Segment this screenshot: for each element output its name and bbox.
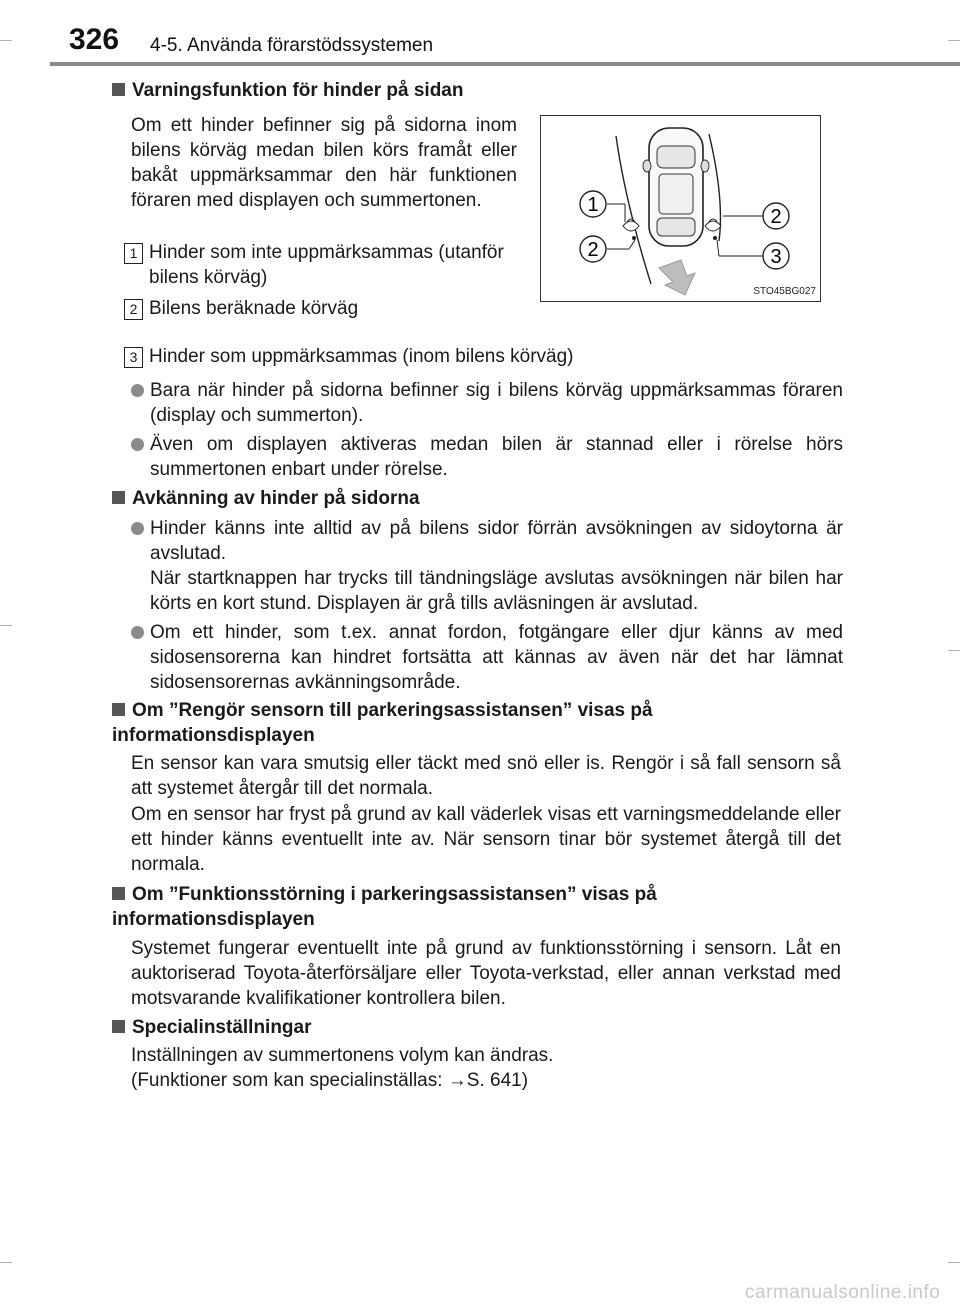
header-rule: [50, 62, 960, 66]
item-text: Bilens beräknade körväg: [149, 298, 359, 319]
section-title-warning-function: Varningsfunktion för hinder på sidan: [112, 78, 832, 103]
callout-3: 3: [770, 246, 782, 268]
paragraph: En sensor kan vara smutsig eller täckt med snö eller is. Rengör i så fall sensorn så att systemet återgår till det normala.: [131, 753, 841, 799]
bullet-item: [131, 378, 843, 428]
obstacle-right-icon: [705, 219, 721, 231]
crop-mark: [0, 1262, 12, 1263]
bullet-dot-icon: [131, 384, 144, 397]
bullet-dot-icon: [131, 438, 144, 451]
watermark: carmanualsonline.info: [745, 1282, 941, 1303]
figure-code: STO45BG027: [753, 286, 816, 297]
section-title-clean-sensor: Om ”Rengör sensorn till parkeringsassistansen” visas på informationsdisplayen: [112, 700, 653, 746]
number-badge: 3: [124, 347, 143, 368]
number-badge: 2: [124, 299, 143, 320]
bullet-item: [131, 432, 843, 482]
square-bullet-icon: [112, 491, 125, 504]
bullet-item: [131, 516, 843, 566]
bullet-text: Även om displayen aktiveras medan bilen är stannad eller i rörelse hörs summertonen enbart under rörelse.: [150, 434, 843, 480]
item-text: Hinder som uppmärksammas (inom bilens körväg): [149, 346, 574, 367]
paragraph: Om en sensor har fryst på grund av kall väderlek visas ett varningsmeddelande eller ett hinder känns eventuellt inte av. När sensorn tinar bör systemet återgå till det normala.: [131, 804, 841, 875]
callout-1: 1: [587, 194, 599, 216]
bullet-text: Om ett hinder, som t.ex. annat fordon, fotgängare eller djur känns av med sidosensorerna kan hindret fortsätta att kännas av även när det har lämnat sidosensorernas avkänningsområde.: [150, 622, 843, 693]
numbered-item: [124, 240, 518, 290]
crop-mark: [0, 625, 12, 626]
paragraph: Systemet fungerar eventuellt inte på grund av funktionsstörning i sensorn. Låt en auktoriserad Toyota-återförsäljare eller Toyota-verkstad, eller annan verkstad med motsvarande kvalifikationer kontrollera bilen.: [131, 938, 841, 1009]
square-bullet-icon: [112, 887, 125, 900]
numbered-item: [124, 296, 518, 321]
square-bullet-icon: [112, 703, 125, 716]
section-title-custom-settings: Specialinställningar: [112, 1015, 832, 1040]
section-title-malfunction: Om ”Funktionsstörning i parkeringsassistansen” visas på informationsdisplayen: [112, 884, 657, 930]
bullet-continuation: När startknappen har trycks till tändningsläge avslutas avsökningen när bilen har körts en kort stund. Displayen är grå tills avläsningen är avslutad.: [150, 568, 843, 614]
settings-reference-link[interactable]: (Funktioner som kan specialinställas: →S. 641): [131, 1070, 529, 1091]
page-number: 326: [69, 23, 120, 56]
section-intro: Om ett hinder befinner sig på sidorna inom bilens körväg medan bilen körs framåt eller bakåt uppmärksammar den här funktionen föraren med displayen och summertonen.: [131, 115, 517, 211]
bullet-text: Hinder känns inte alltid av på bilens sidor förrän avsökningen av sidoytorna är avslutad.: [150, 518, 843, 564]
bullet-dot-icon: [131, 522, 144, 535]
chapter-title: 4-5. Använda förarstödssystemen: [150, 35, 434, 56]
page-header: [0, 0, 960, 66]
crop-mark: [948, 650, 960, 651]
square-bullet-icon: [112, 83, 125, 96]
callout-2b: 2: [770, 206, 782, 228]
number-badge: 1: [124, 243, 143, 264]
reverse-direction-arrow: [659, 260, 695, 295]
crop-mark: [948, 1262, 960, 1263]
bullet-item: [131, 620, 843, 695]
bullet-text: Bara när hinder på sidorna befinner sig i bilens körväg uppmärksammas föraren (display och summerton).: [150, 380, 843, 426]
item-text: Hinder som inte uppmärksammas (utanför bilens körväg): [149, 242, 504, 288]
callout-2: 2: [587, 239, 599, 261]
square-bullet-icon: [112, 1020, 125, 1033]
car-top-view-illustration: [541, 116, 820, 301]
settings-line: Inställningen av summertonens volym kan ändras.: [131, 1045, 554, 1066]
numbered-item: [124, 344, 834, 369]
bullet-dot-icon: [131, 626, 144, 639]
section-title-detection: Avkänning av hinder på sidorna: [112, 486, 832, 511]
parking-sensor-diagram: [540, 115, 821, 302]
